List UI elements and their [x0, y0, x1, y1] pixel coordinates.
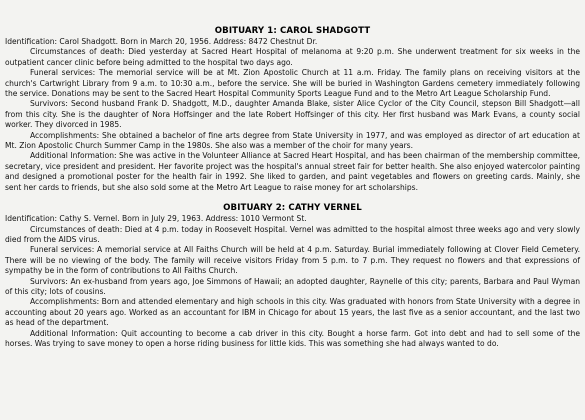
identification-paragraph: Identification: Cathy S. Vernel. Born in July 29, 1963. Address: 1010 Vermont St. [5, 214, 307, 224]
obituary-title: OBITUARY 2: CATHY VERNEL [223, 203, 362, 214]
additional-information-paragraph: Additional Information: She was active in the Volunteer Alliance at Sacred Heart Hospital, and has been chairman of the membership committee, secretary, vice president and president. Her favorite project was the hospital's annual street fair for better health. She also enjoyed watercolor painting and designed a promotional poster for the health fair in 1992. She liked to garden, and paint vegetables and flowers on greeting cards. Mainly, she sent her cards to friends, but she also sold some at the Metro Art League to raise money for art scholarships. [5, 151, 580, 192]
identification-paragraph: Identification: Carol Shadgott. Born in March 20, 1956. Address: 8472 Chestnut Dr. [5, 37, 318, 46]
funeral-services-paragraph: Funeral services: The memorial service will be at Mt. Zion Apostolic Church at 11 a.m. Friday. The family plans on receiving visitors at the church's Cartwright Library from 9 a.m. to 10:30 a.m., before the service. She will be buried in Washington Gardens cemetery immediately following the service. Donations may be sent to the Sacred Heart Hospital Community Sports League Fund and to the Metro Art League Scholarship Fund. [5, 68, 580, 99]
obituary-1 [5, 26, 580, 193]
accomplishments-paragraph: Accomplishments: Born and attended elementary and high schools in this city. Was graduated with honors from State University with a degree in accounting about 20 years ago. Worked as an accountant for IBM in Chicago for about 15 years, the last five as a senior accountant, and the last two as head of the department. [5, 297, 580, 328]
survivors-paragraph: Survivors: Second husband Frank D. Shadgott, M.D., daughter Amanda Blake, sister Alice Cyclor of the City Council, stepson Bill Shadgott—all from this city. She is the daughter of Nora Hoffsinger and the late Robert Hoffsinger of this city. Her first husband was Mark Evans, a county social worker. They divorced in 1985. [5, 99, 580, 130]
survivors-paragraph: Survivors: An ex-husband from years ago, Joe Simmons of Hawaii; an adopted daughter, Raynelle of this city; parents, Barbara and Paul Wyman of this city; lots of cousins. [5, 276, 580, 296]
circumstances-paragraph: Circumstances of death: Died at 4 p.m. today in Roosevelt Hospital. Vernel was admitted to the hospital almost three weeks ago and very slowly died from the AIDS virus. [5, 224, 580, 244]
obituary-2 [5, 203, 580, 349]
additional-information-paragraph: Additional Information: Quit accounting to become a cab driver in this city. Bought a horse farm. Got into debt and had to sell some of the horses. Was trying to save money to open a horse riding business for little kids. This was something she had always wanted to do. [5, 328, 580, 348]
obituary-title: OBITUARY 1: CAROL SHADGOTT [214, 26, 371, 36]
funeral-services-paragraph: Funeral services: A memorial service at All Faiths Church will be held at 4 p.m. Saturday. Burial immediately following at Clover Field Cemetery. There will be no viewing of the body. The family will receive visitors Friday from 5 p.m. to 7 p.m. They request no flowers and that expressions of sympathy be in the form of contributions to All Faiths Church. [5, 245, 580, 276]
circumstances-paragraph: Circumstances of death: Died yesterday at Sacred Heart Hospital of melanoma at 9:20 p.m. She underwent treatment for six weeks in the outpatient cancer clinic before being admitted to the hospital two days ago. [5, 47, 580, 67]
accomplishments-paragraph: Accomplishments: She obtained a bachelor of fine arts degree from State University in 1977, and was employed as director of art education at Mt. Zion Apostolic Church Summer Camp in the 1980s. She also was a member of the choir for many years. [5, 130, 580, 151]
